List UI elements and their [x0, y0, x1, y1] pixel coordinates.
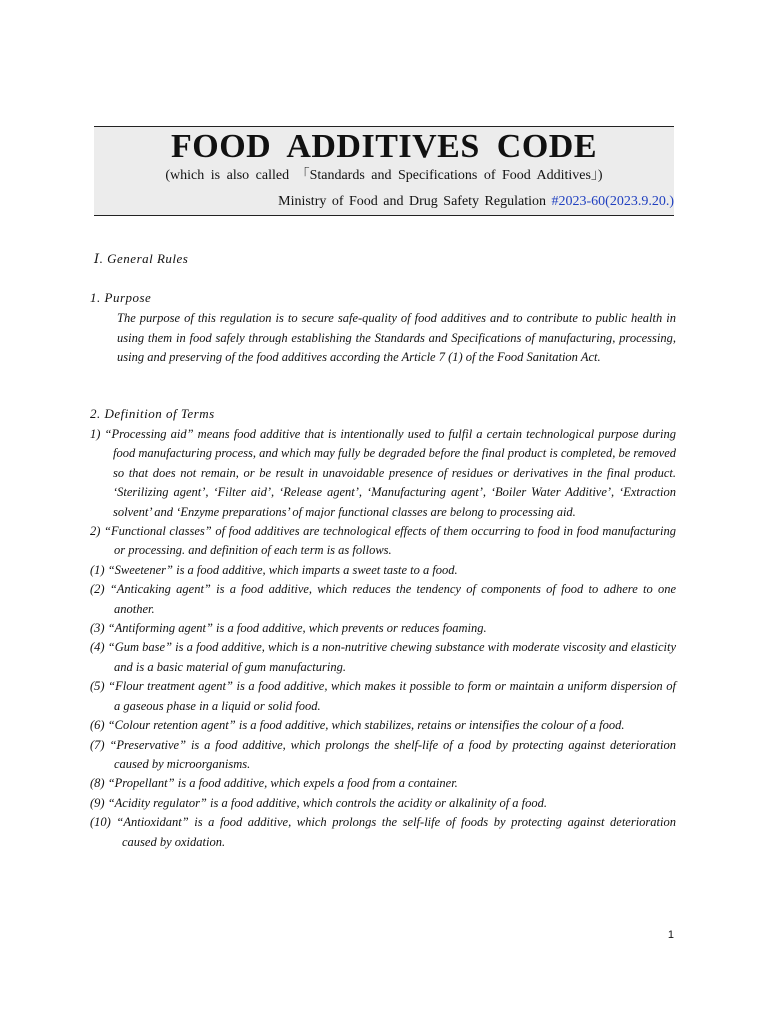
regulation-label: Ministry of Food and Drug Safety Regulation — [278, 194, 546, 209]
definition-item: (2) “Anticaking agent” is a food additive, which reduces the tendency of components of food to adhere to one another. — [90, 582, 676, 616]
definition-item: (9) “Acidity regulator” is a food additive, which controls the acidity or alkalinity of a food. — [90, 795, 548, 810]
document-subtitle: (which is also called 「Standards and Specifications of Food Additives」) — [165, 168, 603, 183]
definition-item: (3) “Antiforming agent” is a food additive, which prevents or reduces foaming. — [90, 621, 487, 636]
section-title: Ⅰ. General Rules — [94, 251, 189, 266]
definition-item: (6) “Colour retention agent” is a food additive, which stabilizes, retains or intensifies the colour of a food. — [90, 718, 625, 733]
definition-item: 1) “Processing aid” means food additive that is intentionally used to fulfil a certain technological purpose during food manufacturing process, and which may fully be degraded before the final product is completed, be removed so that does not remain, or be result in unavoidable presence of residues or derivatives in the final product. ‘Sterilizing agent’, ‘Filter aid’, ‘Release agent’, ‘Manufacturing agent’, ‘Boiler Water Additive’, ‘Extraction solvent’ and ‘Enzyme preparations’ of major functional classes are belong to processing aid. — [90, 427, 676, 519]
page-number: 1 — [667, 929, 674, 941]
definition-item: (4) “Gum base” is a food additive, which is a non-nutritive chewing substance with moderate viscosity and elasticity and is a basic material of gum manufacturing. — [90, 640, 676, 674]
definitions-heading: 2. Definition of Terms — [90, 406, 215, 421]
document-title: FOOD ADDITIVES CODE — [170, 128, 597, 165]
definition-item: (8) “Propellant” is a food additive, which expels a food from a container. — [90, 776, 458, 791]
regulation-number: #2023-60(2023.9.20.) — [551, 194, 674, 209]
definition-item: 2) “Functional classes” of food additives are technological effects of them occurring to food in food manufacturing or processing. and definition of each term is as follows. — [90, 524, 676, 558]
definition-item: (10) “Antioxidant” is a food additive, which prolongs the self-life of foods by protecting against deterioration caused by oxidation. — [90, 815, 676, 849]
definition-item: (5) “Flour treatment agent” is a food additive, which makes it possible to form or maintain a uniform dispersion of a gaseous phase in a liquid or solid food. — [90, 679, 676, 713]
definition-item: (1) “Sweetener” is a food additive, which imparts a sweet taste to a food. — [90, 562, 458, 577]
definitions-list — [90, 425, 676, 852]
purpose-paragraph: The purpose of this regulation is to secure safe-quality of food additives and to contribute to public health in using them in food safely through establishing the Standards and Specifications of manufacturing, processing, using and preserving of the food additives according the Article 7 (1) of the Food Sanitation Act. — [117, 311, 676, 365]
regulation-line — [278, 194, 674, 210]
purpose-heading: 1. Purpose — [90, 290, 152, 305]
definition-item: (7) “Preservative” is a food additive, which prolongs the shelf-life of a food by protecting against deterioration caused by microorganisms. — [90, 737, 676, 771]
